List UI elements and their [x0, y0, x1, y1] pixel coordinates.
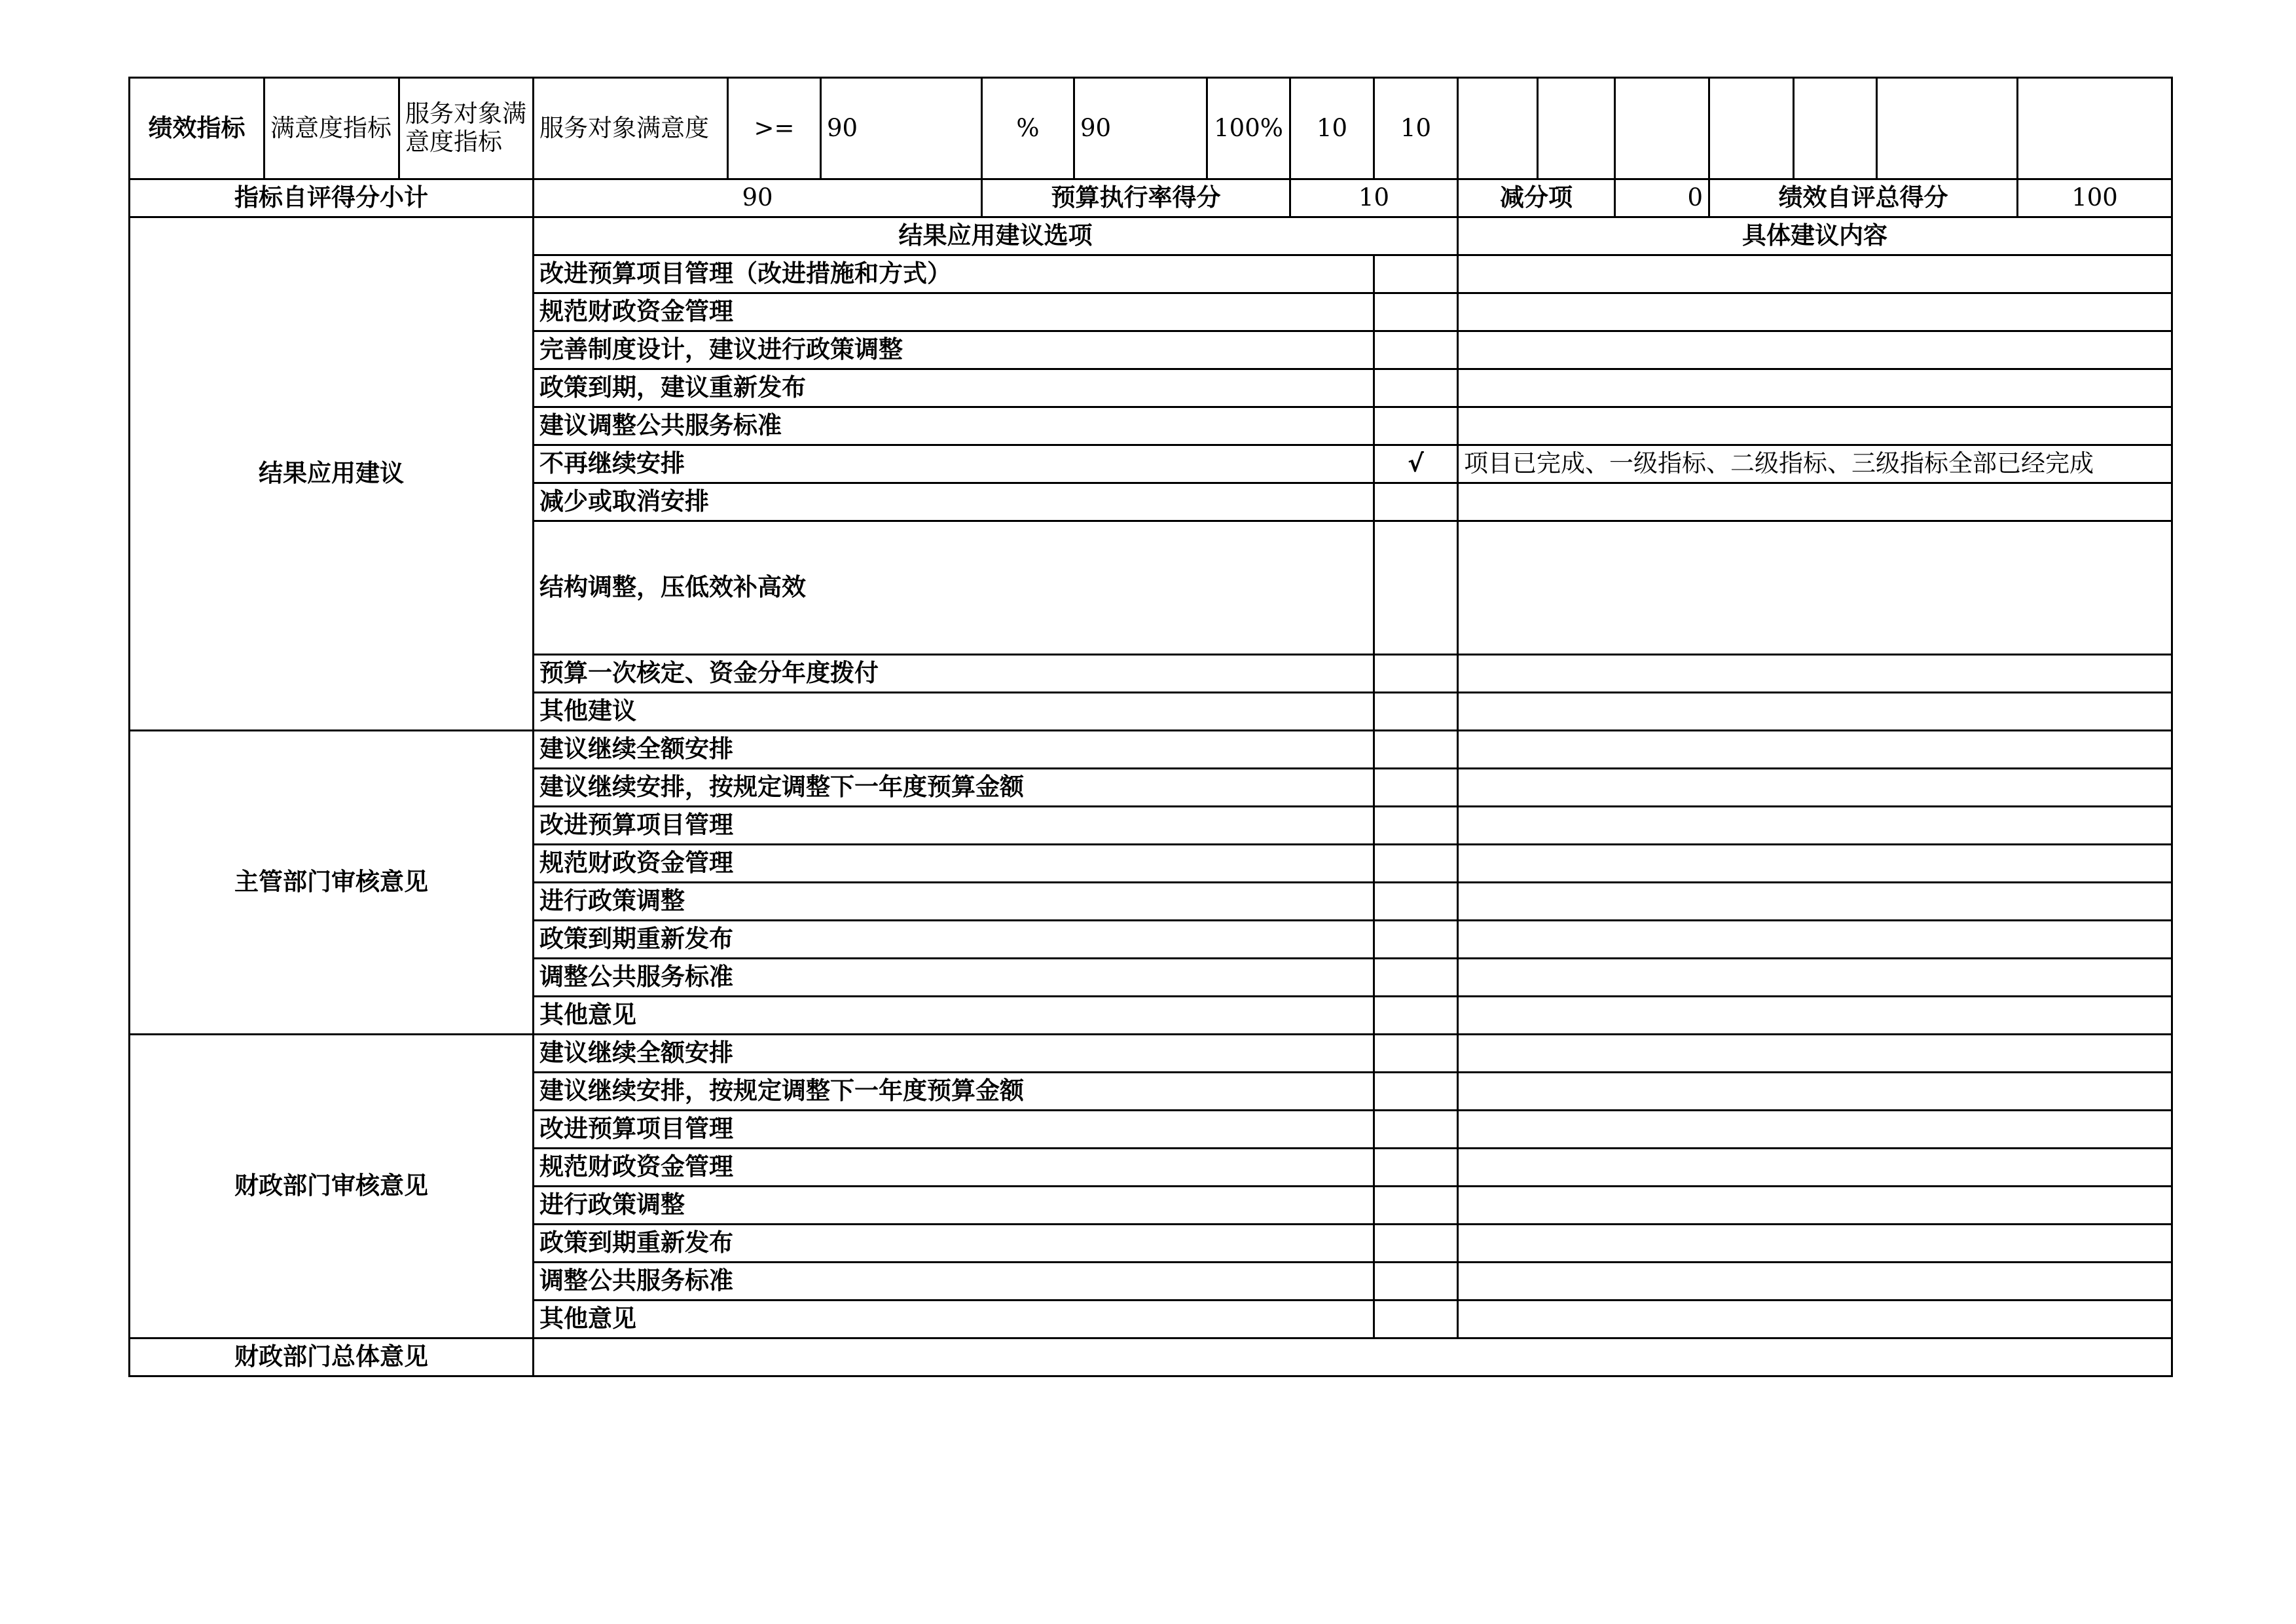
option-content[interactable]	[1458, 1263, 2172, 1301]
summary-row	[130, 179, 2172, 217]
option-content[interactable]	[1458, 997, 2172, 1035]
option-checkbox[interactable]	[1374, 1035, 1458, 1073]
option-checkbox[interactable]	[1374, 883, 1458, 921]
option-label: 建议继续全额安排	[534, 731, 1374, 769]
option-checkbox[interactable]	[1374, 1263, 1458, 1301]
option-label: 建议调整公共服务标准	[534, 407, 1374, 445]
indicator-cell: 服务对象满意度	[534, 78, 728, 179]
option-checkbox[interactable]	[1374, 693, 1458, 731]
option-content[interactable]	[1458, 483, 2172, 521]
option-checkbox[interactable]	[1374, 1225, 1458, 1263]
subtotal-label: 指标自评得分小计	[130, 179, 534, 217]
option-checkbox[interactable]	[1374, 655, 1458, 693]
option-label: 改进预算项目管理（改进措施和方式）	[534, 255, 1374, 293]
options-header: 结果应用建议选项	[534, 217, 1458, 255]
option-content[interactable]	[1458, 1225, 2172, 1263]
option-checkbox[interactable]	[1374, 807, 1458, 845]
evaluation-table	[128, 77, 2173, 1377]
content-header: 具体建议内容	[1458, 217, 2172, 255]
option-label: 改进预算项目管理	[534, 807, 1374, 845]
option-checkbox[interactable]	[1374, 369, 1458, 407]
result-header-row	[130, 217, 2172, 255]
option-checkbox[interactable]	[1374, 331, 1458, 369]
result-section-label: 结果应用建议	[130, 217, 534, 731]
option-content[interactable]	[1458, 655, 2172, 693]
option-content[interactable]	[1458, 807, 2172, 845]
overall-label: 财政部门总体意见	[130, 1338, 534, 1376]
option-label: 规范财政资金管理	[534, 293, 1374, 331]
dept-option-row	[130, 731, 2172, 769]
empty-cell	[1538, 78, 1615, 179]
empty-cell	[1794, 78, 1877, 179]
option-checkbox[interactable]	[1374, 255, 1458, 293]
total-label: 绩效自评总得分	[1709, 179, 2018, 217]
option-checkbox[interactable]	[1374, 845, 1458, 883]
option-content[interactable]	[1458, 731, 2172, 769]
option-content[interactable]	[1458, 369, 2172, 407]
empty-cell	[1709, 78, 1794, 179]
option-label: 规范财政资金管理	[534, 1149, 1374, 1187]
option-content[interactable]	[1458, 407, 2172, 445]
option-label: 结构调整，压低效补高效	[534, 521, 1374, 655]
option-content[interactable]	[1458, 1111, 2172, 1149]
option-content[interactable]	[1458, 255, 2172, 293]
option-content[interactable]	[1458, 883, 2172, 921]
total-value: 100	[2018, 179, 2172, 217]
option-label: 建议继续安排，按规定调整下一年度预算金额	[534, 1073, 1374, 1111]
option-content[interactable]	[1458, 1149, 2172, 1187]
option-checkbox[interactable]	[1374, 769, 1458, 807]
overall-content[interactable]	[534, 1338, 2172, 1376]
option-checkbox[interactable]	[1374, 483, 1458, 521]
option-content[interactable]	[1458, 1035, 2172, 1073]
budget-value: 10	[1290, 179, 1458, 217]
rate-cell: 100%	[1207, 78, 1290, 179]
option-label: 政策到期，建议重新发布	[534, 369, 1374, 407]
actual-cell: 90	[1074, 78, 1207, 179]
option-label: 政策到期重新发布	[534, 1225, 1374, 1263]
weight-cell: 10	[1290, 78, 1374, 179]
option-checkbox[interactable]	[1374, 997, 1458, 1035]
operator-cell: >=	[728, 78, 821, 179]
option-checkbox[interactable]	[1374, 1149, 1458, 1187]
option-content[interactable]	[1458, 959, 2172, 997]
option-checkbox[interactable]	[1374, 1187, 1458, 1225]
option-content[interactable]	[1458, 331, 2172, 369]
option-label: 其他建议	[534, 693, 1374, 731]
score-cell: 10	[1374, 78, 1458, 179]
option-content[interactable]	[1458, 693, 2172, 731]
overall-row	[130, 1338, 2172, 1376]
option-label: 进行政策调整	[534, 1187, 1374, 1225]
option-label: 调整公共服务标准	[534, 1263, 1374, 1301]
option-label: 进行政策调整	[534, 883, 1374, 921]
unit-cell: %	[982, 78, 1074, 179]
subtotal-value: 90	[534, 179, 982, 217]
option-content[interactable]	[1458, 845, 2172, 883]
level2-cell: 满意度指标	[264, 78, 399, 179]
option-checkbox[interactable]	[1374, 1073, 1458, 1111]
finance-option-row	[130, 1035, 2172, 1073]
option-content[interactable]	[1458, 1187, 2172, 1225]
option-content[interactable]	[1458, 1073, 2172, 1111]
option-label: 预算一次核定、资金分年度拨付	[534, 655, 1374, 693]
dept-section-label: 主管部门审核意见	[130, 731, 534, 1035]
target-cell: 90	[821, 78, 982, 179]
option-checkbox[interactable]	[1374, 1301, 1458, 1338]
option-content[interactable]	[1458, 293, 2172, 331]
empty-cell	[1458, 78, 1538, 179]
option-content[interactable]	[1458, 921, 2172, 959]
level3-cell: 服务对象满意度指标	[399, 78, 534, 179]
option-label: 建议继续安排，按规定调整下一年度预算金额	[534, 769, 1374, 807]
deduct-label: 减分项	[1458, 179, 1615, 217]
finance-section-label: 财政部门审核意见	[130, 1035, 534, 1338]
option-label: 改进预算项目管理	[534, 1111, 1374, 1149]
empty-cell	[1877, 78, 2018, 179]
option-checkbox[interactable]	[1374, 731, 1458, 769]
option-content[interactable]	[1458, 521, 2172, 655]
option-label: 不再继续安排	[534, 445, 1374, 483]
option-checkbox[interactable]	[1374, 521, 1458, 655]
empty-cell	[1615, 78, 1709, 179]
option-label: 完善制度设计，建议进行政策调整	[534, 331, 1374, 369]
option-label: 其他意见	[534, 997, 1374, 1035]
deduct-value: 0	[1615, 179, 1709, 217]
checkmark-icon[interactable]: √	[1374, 445, 1458, 483]
level1-cell: 绩效指标	[130, 78, 264, 179]
option-checkbox[interactable]	[1374, 293, 1458, 331]
option-label: 其他意见	[534, 1301, 1374, 1338]
perf-indicator-row	[130, 78, 2172, 179]
option-checkbox[interactable]	[1374, 921, 1458, 959]
option-label: 减少或取消安排	[534, 483, 1374, 521]
budget-label: 预算执行率得分	[982, 179, 1290, 217]
option-label: 调整公共服务标准	[534, 959, 1374, 997]
option-content[interactable]: 项目已完成、一级指标、二级指标、三级指标全部已经完成	[1458, 445, 2172, 483]
option-label: 规范财政资金管理	[534, 845, 1374, 883]
empty-cell	[2018, 78, 2172, 179]
option-content[interactable]	[1458, 769, 2172, 807]
option-label: 政策到期重新发布	[534, 921, 1374, 959]
option-checkbox[interactable]	[1374, 407, 1458, 445]
option-checkbox[interactable]	[1374, 1111, 1458, 1149]
option-label: 建议继续全额安排	[534, 1035, 1374, 1073]
option-checkbox[interactable]	[1374, 959, 1458, 997]
option-content[interactable]	[1458, 1301, 2172, 1338]
